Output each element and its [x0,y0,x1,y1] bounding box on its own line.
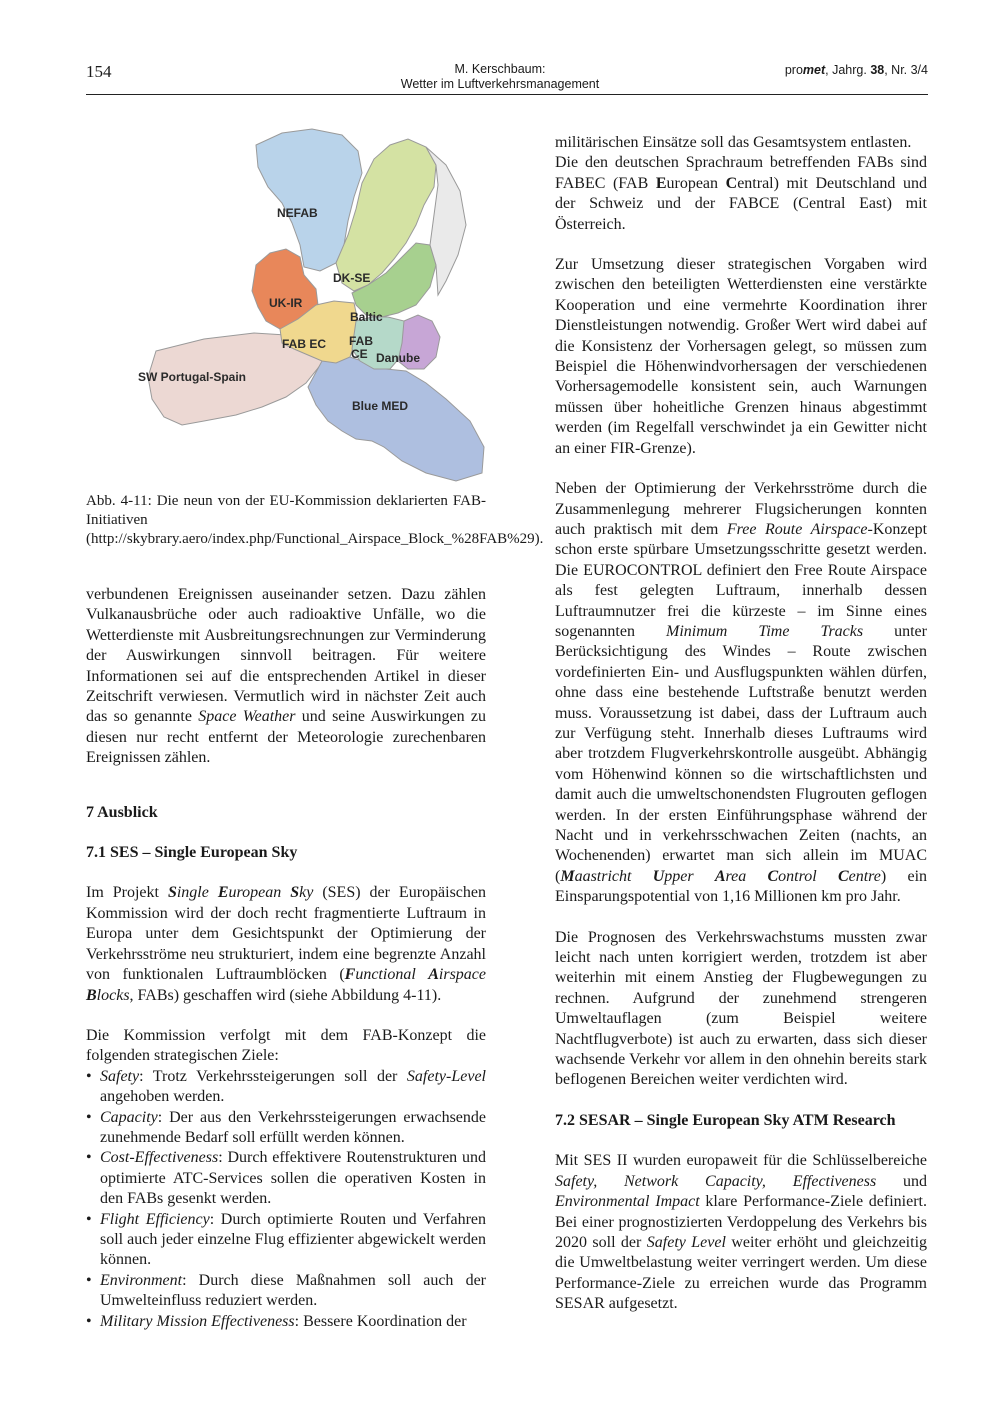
text-run: unter Berücksichtigung des Windes – Route zwischen vordefinierten Ein- und Ausflugspunkten wählen dürfen, ohne dass eine bestehende Luftstraße benutzt werden muss. Voraussetzung ist dabei, dass der Luftraum auch zur Verfügung steht. Innerhalb dieses Luftraums wird aber trotzdem Flugverkehrskontrolle ausgeübt. Abhängig vom Höhenwind können so die wirtschaftlichsten und damit auch die umweltschonendsten Flugrouten geflogen werden. In der ersten Einführungsphase während der Nacht und in verkehrsschwachen Zeiten (nachts, an Wochenenden) erwartet man sich allein im MUAC ( [555,622,927,885]
list-item [86,1210,486,1271]
text-run: Safety Level [646,1233,726,1251]
text-run: A [714,867,726,885]
running-header [330,62,670,92]
text-run: E [655,174,667,192]
label-fab-ec: FAB EC [282,337,327,351]
text-run: aastricht [574,867,653,885]
label-fab: FAB [349,334,373,348]
paragraph-ses [86,883,486,1005]
text-run: ky [299,884,314,902]
heading-sesar: 7.2 SESAR – Single European Sky ATM Research [555,1111,896,1129]
text-run: irspace [438,966,487,984]
text-run: E [217,884,229,902]
goals-list [86,1067,486,1332]
text-run: C [837,867,849,885]
journal-mid: , Jahrg. [825,63,871,77]
text-run: entral) mit Deutschland und der Schweiz und der FABCE (Central East) mit Österreich. [555,174,928,233]
text-run: klare Performance-Ziele definiert. Bei einer prognostizierten Verdoppelung des Verkehrs bis 2020 soll der [555,1193,927,1251]
text-run: M [560,867,575,885]
label-uk-ir: UK-IR [269,296,303,310]
label-sw-portugal-spain: SW Portugal-Spain [138,370,246,384]
text-run: ) ein Einsparungspotential von 1,16 Millionen km pro Jahr. [555,867,928,906]
text-run: Mit SES II wurden europaweit für die Schlüsselbereiche [555,1152,927,1170]
text-run: : Der aus den Verkehrssteigerungen erwachsende zunehmende Bedarf soll erfüllt werden können. [100,1108,486,1146]
text-run: (SES) der Europäischen Kommission wird der doch recht fragmentierte Luftraum in Europa unter dem Gesichtspunkt der Optimierung der Verkehrsströme neu strukturiert, indem eine begrenzte Anzahl von funktionalen Luftraumblöcken ( [86,884,487,984]
list-item [86,1067,486,1108]
text-run: : Trotz Verkehrssteigerungen soll der [139,1067,407,1085]
text-run: Safety-Level [406,1067,486,1085]
text-run: entre [848,867,881,885]
region-blue-med [308,355,484,481]
text-run: uropean [666,174,726,192]
text-run: Capacity [100,1108,158,1126]
header-title: Wetter im Luftverkehrsmanagement [400,77,600,91]
text-run: -Konzept schon erste spürbare Umsetzungsschritte gesetzt werden. Die EUROCONTROL definiert den Free Route Airspace als fest gelegten Luftraum, innerhalb dessen Luftraumnutzer frei die kürzeste – im Sinne eines sogenannten [555,520,928,640]
text-run: : Durch optimierte Routen und Verfahren soll auch jeder einzelne Flug effizienter abgewickelt werden können. [100,1210,487,1269]
text-run: : Bessere Koordination der [294,1312,467,1330]
text-run: und seine Auswirkungen zu diesen nur recht entfernt der Meteorologie zurechenbaren Ereignissen zählen. [86,708,486,767]
text-run: Free Route Airspace [726,520,868,538]
journal-reference [785,63,928,77]
text-run: F [344,966,356,984]
text-run: und [876,1172,928,1190]
text-run: C [767,867,779,885]
label-dk-se: DK-SE [333,271,371,285]
label-ce: CE [351,347,368,361]
paragraph-prognosen: Die Prognosen des Verkehrswachstums mussten zwar leicht nach unten korrigiert werden, trotzdem ist aber weiterhin mit einem Anstieg der Flugbewegungen zu rechnen. Aufgrund der zunehmend strengeren Umweltauflagen (zum Beispiel weitere Nachtflugverbote) ist auch zu erwarten, dass sich dieser wachsende Verkehr vor allem in den ohnehin bereits stark beflogenen Bereichen weiter verdichten wird. [555,928,927,1089]
text-run: Environmental Impact [555,1193,700,1211]
text-run: Safety, Network Capacity, Effectiveness [555,1172,877,1190]
paragraph-ereignisse [86,585,486,769]
text-run: S [167,884,177,902]
paragraph-militaer: militärischen Einsätze soll das Gesamtsystem entlasten. [555,134,912,151]
label-baltic: Baltic [350,310,383,324]
text-run: A [428,966,439,984]
journal-emph: met [802,63,826,77]
text-run: Neben der Optimierung der Verkehrsströme durch die Zusammenlegung mehrerer Flugsicherungen konnten auch praktisch mit dem [555,480,927,538]
text-run: weiter erhöht und gleichzeitig die Umweltbelastung weiter verringert werden. Um diese Performance-Ziele zu erreichen wurde das Programm SESAR aufgesetzt. [555,1233,928,1313]
list-item [86,1312,486,1332]
text-run: , FABs) geschaffen wird (siehe Abbildung 4-11). [129,986,442,1004]
list-item [86,1271,486,1312]
paragraph-free-route [555,479,927,908]
right-column [555,133,927,1315]
text-run: Flight Efficiency [100,1210,210,1228]
text-run: angehoben werden. [100,1088,225,1106]
text-run: Minimum Time Tracks [665,622,864,640]
text-run: uropean [228,884,291,902]
journal-volume: 38 [870,63,885,77]
text-run: verbundenen Ereignissen auseinander setzen. Dazu zählen Vulkanausbrüche oder auch radioaktive Unfälle, wo die Wetterdienste mit Ausbreitungsrechnungen zur Verminderung der Auswirkungen sinnvoll beitragen. Für weitere Informationen sei auf die entsprechenden Artikel in dieser Zeitschrift verwiesen. Vermutlich wird in nächster Zeit auch das so genannte [86,586,486,726]
text-run: S [290,884,300,902]
journal-end: , Nr. 3/4 [884,63,928,77]
figure-caption: Abb. 4-11: Die neun von der EU-Kommission deklarierten FAB-Initiativen (http://skybrary.aero/index.php/Functional_Airspace_Block_%28FAB%29). [86,493,544,547]
text-run: rea [725,867,768,885]
text-run: : Durch diese Maßnahmen soll auch der Umwelteinfluss reduziert werden. [100,1271,486,1310]
header-rule [86,94,928,95]
text-run: Im Projekt [86,884,168,902]
list-item [86,1108,486,1149]
text-run: ingle [176,884,218,902]
text-run: Cost-Effectiveness [100,1149,219,1167]
text-run: locks [96,986,130,1004]
fab-map-figure [86,125,486,483]
text-run: unctional [355,966,429,984]
paragraph-umsetzung: Zur Umsetzung dieser strategischen Vorgaben wird zwischen den beteiligten Wetterdiensten eine verstärkte Kooperation und eine vermehrte Koordination ihrer Dienstleistungen notwendig. Großer Wert wird dabei auf die Konsistenz der Vorhersagen gelegt, so müssen zum Beispiel die Höhenwindvorhersagen der verschiedenen Vorhersagemodelle konsistent sein, auch Warnungen müssen über hoheitliche Grenzen hinaus abgestimmt werden (im Regelfall verschwindet ja ein Gewitter nicht an einer FIR-Grenze). [555,256,927,457]
journal-prefix: pro [784,63,803,77]
text-run: B [86,986,97,1004]
label-blue-med: Blue MED [352,399,409,413]
paragraph-kommission: Die Kommission verfolgt mit dem FAB-Konzept die folgenden strategischen Ziele: [86,1026,486,1065]
text-run: Military Mission Effectiveness [100,1312,295,1330]
header-author: M. Kerschbaum: [454,62,546,76]
text-run: pper [664,867,715,885]
text-run: ontrol [778,867,838,885]
term-space-weather: Space Weather [198,708,296,726]
text-run: Die den deutschen Sprachraum betreffenden FABs sind FABEC (FAB [555,154,927,192]
heading-ausblick: 7 Ausblick [86,803,158,821]
list-item [86,1148,486,1209]
paragraph-fabec [555,153,927,235]
text-run: Safety [100,1067,140,1085]
text-run: C [725,174,738,192]
heading-ses: 7.1 SES – Single European Sky [86,844,298,862]
page-number: 154 [86,62,112,81]
text-run: : Durch effektivere Routenstrukturen und optimierte ATC-Services sollen die operativen Kosten in den FABs gesenkt werden. [100,1149,486,1208]
paragraph-ses-ii [555,1151,927,1314]
label-nefab: NEFAB [277,206,318,220]
text-run: Environment [100,1271,183,1289]
left-column [86,585,486,1332]
label-danube: Danube [376,351,421,365]
text-run: U [652,867,665,885]
